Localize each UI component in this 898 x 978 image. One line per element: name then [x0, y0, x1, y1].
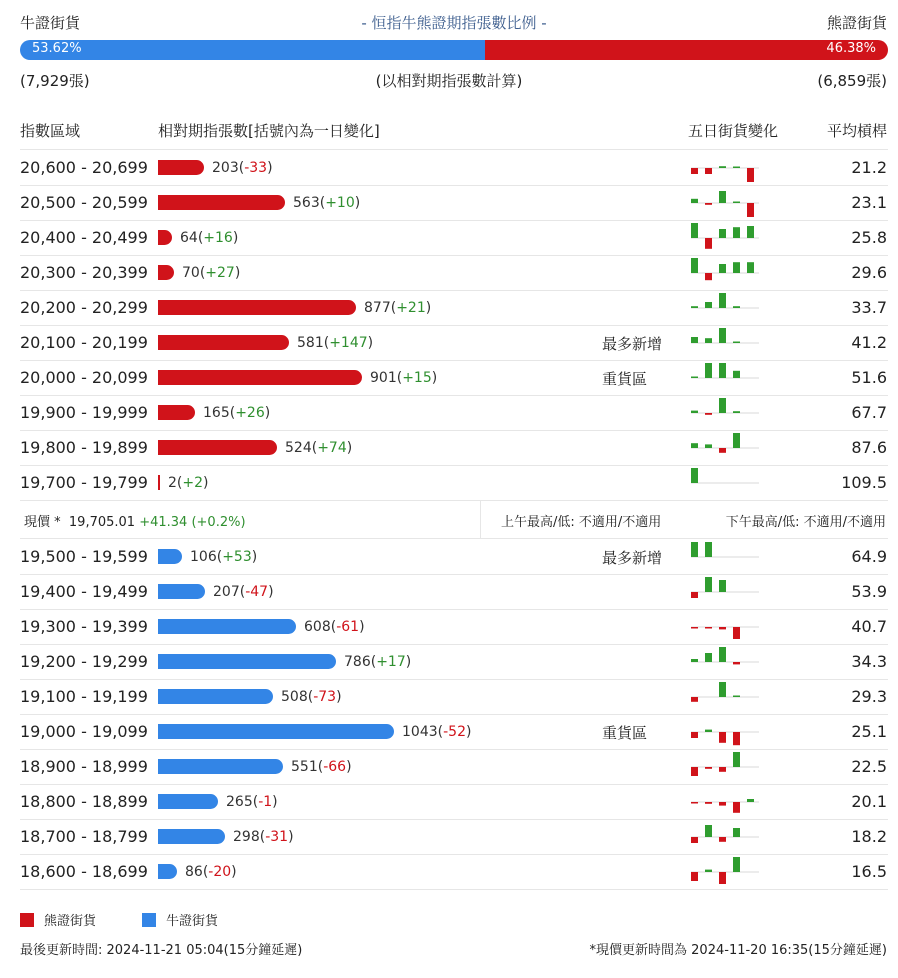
index-range: 20,200 - 20,299: [20, 298, 148, 317]
contracts-value: 298(-31): [233, 829, 294, 845]
sparkline-bar: [705, 870, 712, 872]
sparkline-bar: [691, 802, 698, 804]
sparkline-bar: [719, 264, 726, 273]
sparkline-bar: [733, 411, 740, 413]
bull-ratio-segment: [20, 40, 485, 60]
sparkline-bar: [733, 857, 740, 872]
index-range: 20,100 - 20,199: [20, 333, 148, 352]
sparkline-bar: [691, 872, 698, 881]
bear-contracts-bar: [158, 265, 174, 280]
price-updated: *現價更新時間為 2024-11-20 16:35(15分鐘延遲): [589, 943, 887, 958]
five-day-sparkline: [691, 786, 761, 816]
bull-row: [20, 819, 888, 855]
sparkline-bar: [705, 363, 712, 378]
legend-bull-swatch: [142, 913, 156, 927]
index-range: 20,000 - 20,099: [20, 368, 148, 387]
sparkline-bar: [719, 166, 726, 168]
sparkline-bar: [747, 262, 754, 273]
bear-row: [20, 290, 888, 326]
sparkline-bar: [719, 328, 726, 343]
sparkline-bar: [719, 732, 726, 743]
bear-row: [20, 255, 888, 291]
sparkline-bar: [719, 837, 726, 842]
index-range: 19,200 - 19,299: [20, 652, 148, 671]
bull-outstanding-label: 牛證街貨: [20, 14, 81, 32]
five-day-sparkline: [691, 576, 761, 606]
five-day-sparkline: [691, 681, 761, 711]
bear-contracts-bar: [158, 440, 277, 455]
bull-bear-ratio-bar: [20, 40, 888, 60]
sparkline-bar: [691, 468, 698, 483]
sparkline-bar: [733, 732, 740, 745]
sparkline-bar: [719, 872, 726, 884]
sparkline-bar: [719, 580, 726, 592]
five-day-sparkline: [691, 222, 761, 252]
contracts-value: 786(+17): [344, 654, 412, 670]
sparkline-bar: [733, 752, 740, 767]
bear-outstanding-label: 熊證街貨: [826, 14, 887, 32]
daily-change: -52: [443, 724, 466, 740]
avg-leverage: 25.1: [851, 722, 887, 741]
index-range: 18,600 - 18,699: [20, 862, 148, 881]
sparkline-bar: [733, 433, 740, 448]
col-header-range: 指數區域: [20, 122, 81, 140]
daily-change: +16: [203, 230, 233, 246]
index-range: 20,400 - 20,499: [20, 228, 148, 247]
avg-leverage: 20.1: [851, 792, 887, 811]
row-tag: 最多新增: [602, 335, 663, 353]
daily-change: -61: [336, 619, 360, 635]
current-price-row: [20, 500, 888, 539]
daily-change: +10: [325, 195, 355, 211]
daily-change: -1: [258, 794, 273, 810]
sparkline-bar: [691, 732, 698, 738]
contracts-value: 2(+2): [168, 475, 209, 491]
avg-leverage: 40.7: [851, 617, 887, 636]
bear-contracts-bar: [158, 160, 204, 175]
calculation-note: (以相對期指張數計算): [375, 72, 523, 90]
am-high-low: 上午最高/低: 不適用/不適用: [501, 515, 662, 530]
bull-contracts-bar: [158, 619, 296, 634]
row-tag: 最多新增: [602, 549, 663, 567]
col-header-avg-lever: 平均槓桿: [826, 122, 887, 140]
sparkline-bar: [705, 542, 712, 557]
daily-change: -31: [265, 829, 289, 845]
price-row-divider: [480, 500, 481, 538]
bear-contracts-bar: [158, 195, 285, 210]
sparkline-bar: [705, 802, 712, 804]
daily-change: +15: [402, 370, 432, 386]
legend-bull: 牛證街貨: [142, 910, 218, 929]
daily-change: -20: [208, 864, 232, 880]
avg-leverage: 109.5: [841, 473, 887, 492]
sparkline-bar: [691, 443, 698, 448]
bear-contracts-bar: [158, 405, 195, 420]
panel-title: - 恒指牛熊證期指張數比例 -: [361, 14, 547, 32]
sparkline-bar: [733, 306, 740, 308]
avg-leverage: 33.7: [851, 298, 887, 317]
price-change: +41.34 (+0.2%): [139, 515, 246, 530]
avg-leverage: 53.9: [851, 582, 887, 601]
contracts-value: 265(-1): [226, 794, 278, 810]
five-day-sparkline: [691, 467, 761, 497]
sparkline-bar: [719, 229, 726, 238]
sparkline-bar: [705, 338, 712, 343]
contracts-value: 551(-66): [291, 759, 352, 775]
five-day-sparkline: [691, 716, 761, 746]
sparkline-bar: [733, 342, 740, 344]
contracts-value: 901(+15): [370, 370, 438, 386]
bear-row: [20, 395, 888, 431]
contracts-value: 86(-20): [185, 864, 237, 880]
sparkline-bar: [733, 627, 740, 639]
bear-ratio-segment: [485, 40, 888, 60]
sparkline-bar: [691, 697, 698, 702]
bull-row: [20, 574, 888, 610]
price-label: 現價 *: [24, 515, 61, 530]
sparkline-bar: [733, 828, 740, 837]
sparkline-bar: [705, 577, 712, 592]
bear-contract-count: (6,859張): [817, 72, 887, 90]
contracts-value: 508(-73): [281, 689, 342, 705]
bull-contracts-bar: [158, 689, 273, 704]
col-header-contracts: 相對期指張數[括號內為一日變化]: [158, 122, 380, 140]
bear-row: [20, 430, 888, 466]
index-range: 19,400 - 19,499: [20, 582, 148, 601]
bear-row: [20, 185, 888, 221]
bull-contracts-bar: [158, 829, 225, 844]
bull-contracts-bar: [158, 584, 205, 599]
index-range: 19,500 - 19,599: [20, 547, 148, 566]
sparkline-bar: [733, 167, 740, 169]
sparkline-bar: [747, 168, 754, 182]
legend-bear-swatch: [20, 913, 34, 927]
sparkline-bar: [705, 730, 712, 732]
bull-contracts-bar: [158, 864, 177, 879]
avg-leverage: 16.5: [851, 862, 887, 881]
daily-change: +53: [222, 549, 252, 565]
daily-change: +2: [182, 475, 204, 491]
bull-row: [20, 609, 888, 645]
bull-row: [20, 679, 888, 715]
sparkline-bar: [691, 306, 698, 308]
five-day-sparkline: [691, 432, 761, 462]
sparkline-bar: [705, 168, 712, 174]
pm-high-low: 下午最高/低: 不適用/不適用: [725, 515, 886, 530]
bull-contract-count: (7,929張): [20, 72, 90, 90]
contracts-value: 1043(-52): [402, 724, 472, 740]
contracts-value: 608(-61): [304, 619, 365, 635]
index-range: 20,500 - 20,599: [20, 193, 148, 212]
five-day-sparkline: [691, 152, 761, 182]
avg-leverage: 23.1: [851, 193, 887, 212]
avg-leverage: 67.7: [851, 403, 887, 422]
sparkline-bar: [691, 837, 698, 843]
bull-contracts-bar: [158, 794, 218, 809]
sparkline-bar: [691, 627, 698, 629]
sparkline-bar: [705, 238, 712, 249]
five-day-sparkline: [691, 646, 761, 676]
avg-leverage: 64.9: [851, 547, 887, 566]
avg-leverage: 34.3: [851, 652, 887, 671]
five-day-sparkline: [691, 821, 761, 851]
daily-change: +74: [317, 440, 347, 456]
sparkline-bar: [733, 227, 740, 238]
sparkline-bar: [691, 659, 698, 662]
sparkline-bar: [733, 662, 740, 664]
bull-row: [20, 749, 888, 785]
sparkline-bar: [747, 226, 754, 238]
sparkline-bar: [691, 168, 698, 174]
five-day-sparkline: [691, 541, 761, 571]
daily-change: +27: [205, 265, 235, 281]
sparkline-bar: [691, 767, 698, 776]
sparkline-bar: [733, 202, 740, 204]
five-day-sparkline: [691, 187, 761, 217]
sparkline-bar: [747, 799, 754, 802]
avg-leverage: 25.8: [851, 228, 887, 247]
contracts-value: 64(+16): [180, 230, 239, 246]
contracts-value: 563(+10): [293, 195, 361, 211]
sparkline-bar: [705, 767, 712, 769]
index-range: 19,700 - 19,799: [20, 473, 148, 492]
sparkline-bar: [733, 696, 740, 698]
bull-row: [20, 644, 888, 680]
bear-contracts-bar: [158, 230, 172, 245]
bull-pct: 53.62%: [32, 41, 82, 56]
sparkline-bar: [705, 444, 712, 448]
index-range: 18,800 - 18,899: [20, 792, 148, 811]
index-range: 19,300 - 19,399: [20, 617, 148, 636]
bear-contracts-bar: [158, 300, 356, 315]
sparkline-bar: [705, 413, 712, 415]
contracts-value: 70(+27): [182, 265, 241, 281]
daily-change: +21: [396, 300, 426, 316]
sparkline-bar: [747, 203, 754, 217]
sparkline-bar: [691, 258, 698, 273]
bull-row: [20, 854, 888, 890]
avg-leverage: 21.2: [851, 158, 887, 177]
sparkline-bar: [691, 199, 698, 203]
index-range: 20,600 - 20,699: [20, 158, 148, 177]
index-range: 19,800 - 19,899: [20, 438, 148, 457]
avg-leverage: 29.3: [851, 687, 887, 706]
five-day-sparkline: [691, 751, 761, 781]
bull-contracts-bar: [158, 549, 182, 564]
daily-change: -33: [244, 160, 268, 176]
sparkline-bar: [691, 337, 698, 343]
contracts-value: 877(+21): [364, 300, 432, 316]
sparkline-bar: [719, 682, 726, 697]
last-updated: 最後更新時間: 2024-11-21 05:04(15分鐘延遲): [20, 943, 303, 958]
sparkline-bar: [691, 542, 698, 557]
sparkline-bar: [719, 293, 726, 308]
sparkline-bar: [691, 411, 698, 413]
contracts-value: 207(-47): [213, 584, 274, 600]
sparkline-bar: [719, 767, 726, 772]
bull-contracts-bar: [158, 654, 336, 669]
bear-contracts-bar: [158, 475, 160, 490]
contracts-value: 106(+53): [190, 549, 258, 565]
current-price: [24, 511, 246, 530]
sparkline-bar: [719, 191, 726, 203]
avg-leverage: 87.6: [851, 438, 887, 457]
five-day-sparkline: [691, 257, 761, 287]
price-value: 19,705.01: [68, 515, 136, 530]
sparkline-bar: [733, 371, 740, 378]
bear-contracts-bar: [158, 370, 362, 385]
sparkline-bar: [733, 802, 740, 813]
daily-change: -73: [313, 689, 337, 705]
daily-change: -66: [323, 759, 347, 775]
avg-leverage: 22.5: [851, 757, 887, 776]
daily-change: +17: [376, 654, 406, 670]
five-day-sparkline: [691, 856, 761, 886]
index-range: 20,300 - 20,399: [20, 263, 148, 282]
sparkline-bar: [705, 203, 712, 205]
row-tag: 重貨區: [602, 724, 648, 742]
contracts-value: 581(+147): [297, 335, 374, 351]
daily-change: +147: [329, 335, 368, 351]
sparkline-bar: [719, 398, 726, 413]
daily-change: -47: [245, 584, 269, 600]
sparkline-bar: [705, 653, 712, 662]
bear-row: [20, 325, 888, 361]
sparkline-bar: [705, 273, 712, 280]
avg-leverage: 29.6: [851, 263, 887, 282]
bull-row: [20, 784, 888, 820]
sparkline-bar: [719, 647, 726, 662]
sparkline-bar: [719, 802, 726, 806]
index-range: 19,900 - 19,999: [20, 403, 148, 422]
bear-row: [20, 220, 888, 256]
bull-contracts-bar: [158, 724, 394, 739]
bull-row: [20, 539, 888, 575]
bull-row: [20, 714, 888, 750]
sparkline-bar: [705, 825, 712, 837]
avg-leverage: 41.2: [851, 333, 887, 352]
daily-change: +26: [235, 405, 265, 421]
sparkline-bar: [691, 377, 698, 379]
contracts-value: 203(-33): [212, 160, 273, 176]
sparkline-bar: [705, 627, 712, 629]
bull-contracts-bar: [158, 759, 283, 774]
sparkline-bar: [691, 223, 698, 238]
bear-contracts-bar: [158, 335, 289, 350]
five-day-sparkline: [691, 611, 761, 641]
index-range: 19,100 - 19,199: [20, 687, 148, 706]
sparkline-bar: [719, 363, 726, 378]
index-range: 18,900 - 18,999: [20, 757, 148, 776]
contracts-value: 524(+74): [285, 440, 353, 456]
sparkline-bar: [705, 302, 712, 308]
row-tag: 重貨區: [602, 370, 648, 388]
bear-row: [20, 465, 888, 501]
index-range: 19,000 - 19,099: [20, 722, 148, 741]
sparkline-bar: [733, 262, 740, 273]
contracts-value: 165(+26): [203, 405, 271, 421]
bear-pct: 46.38%: [826, 41, 876, 56]
legend-bear: 熊證街貨: [20, 910, 96, 929]
col-header-five-day: 五日街貨變化: [688, 122, 779, 140]
avg-leverage: 51.6: [851, 368, 887, 387]
avg-leverage: 18.2: [851, 827, 887, 846]
index-range: 18,700 - 18,799: [20, 827, 148, 846]
five-day-sparkline: [691, 292, 761, 322]
bear-row: [20, 150, 888, 186]
sparkline-bar: [719, 448, 726, 453]
sparkline-bar: [719, 627, 726, 629]
bear-row: [20, 360, 888, 396]
sparkline-bar: [691, 592, 698, 598]
five-day-sparkline: [691, 362, 761, 392]
five-day-sparkline: [691, 397, 761, 427]
five-day-sparkline: [691, 327, 761, 357]
